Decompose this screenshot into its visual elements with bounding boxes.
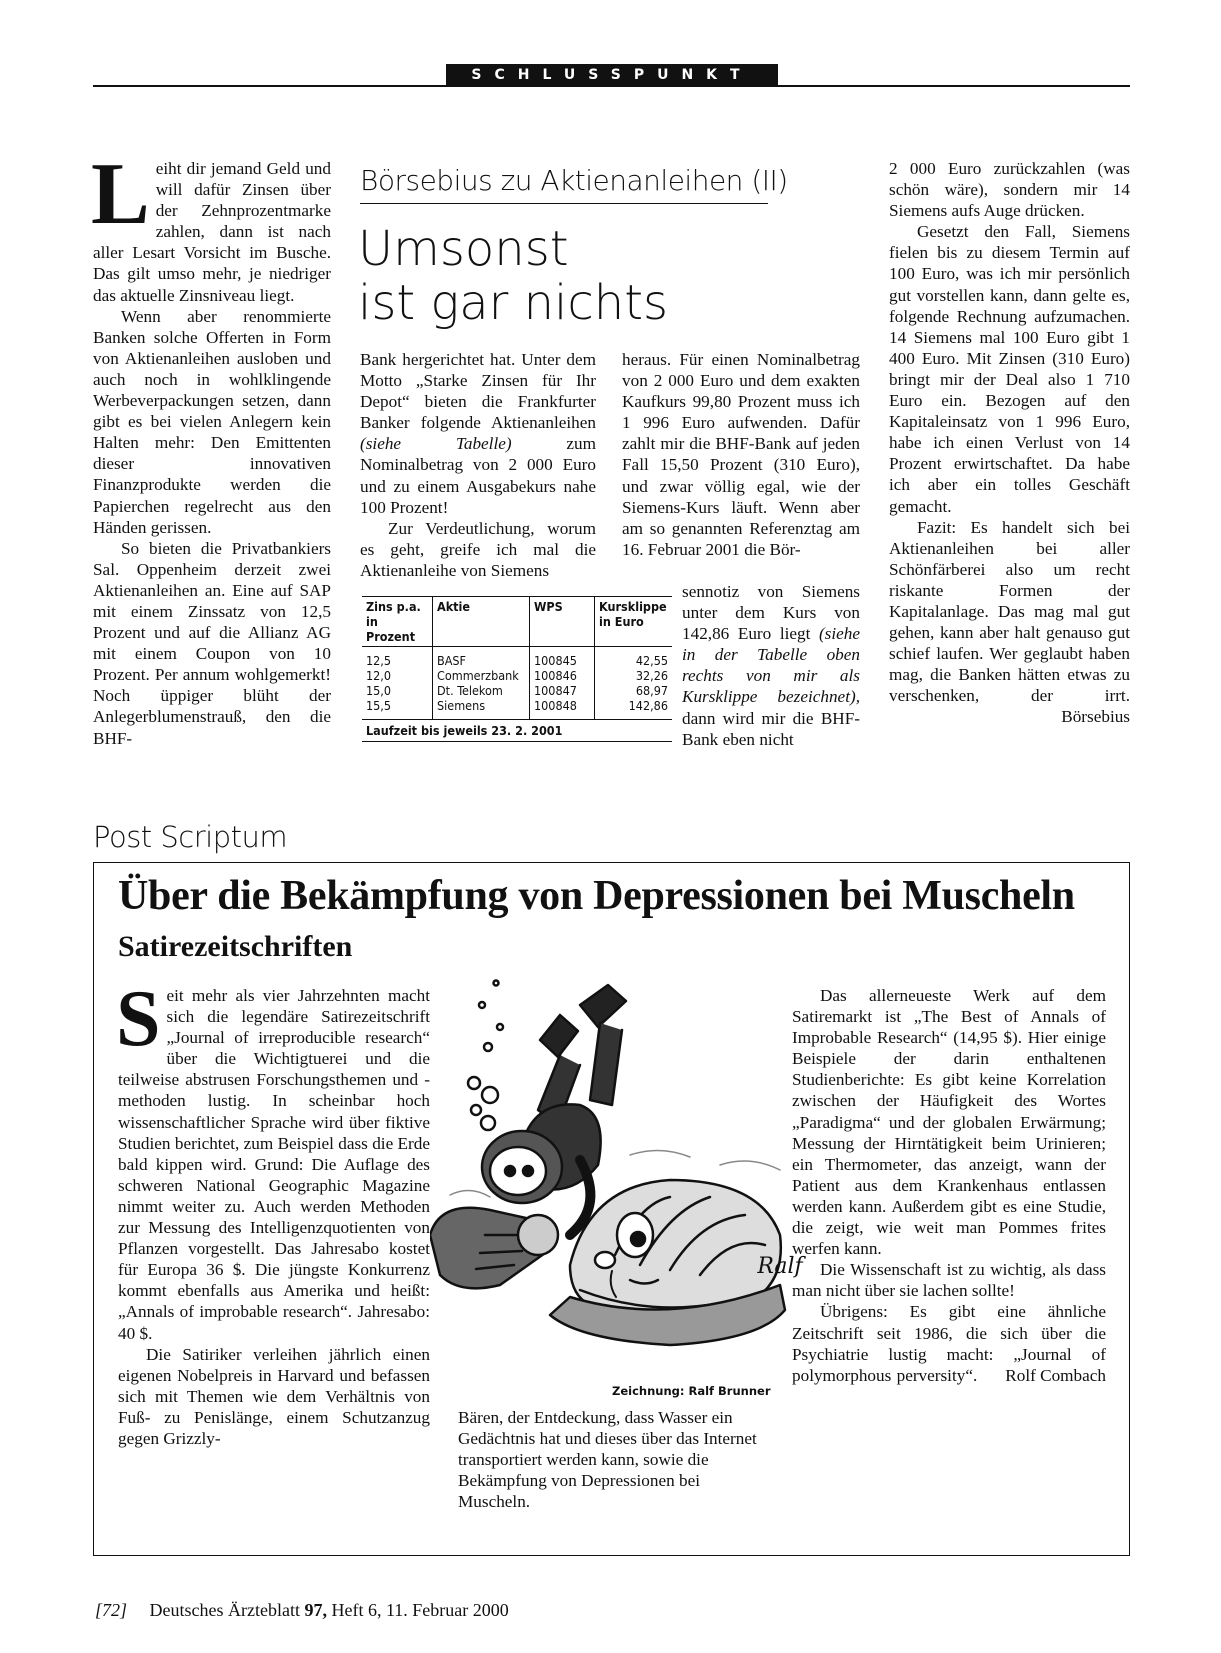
illustration-caption: Zeichnung: Ralf Brunner [612,1384,771,1398]
headline-line-1: Umsonst [358,221,569,277]
article-paragraph: Gesetzt den Fall, Siemens fielen bis zu diesem Termin auf 100 Euro, was ich mir persönlich gut vorstellen kann, dann gelte es, folgende Rechnung aufzumachen. 14 Siemens mal 100 Euro gibt 1 400 Euro. Mit Zinsen (310 Euro) bringt mir der Deal also 1 710 Euro ein. Bezogen auf den Kapitaleinsatz von 1 996 Euro, habe ich einen Verlust von 14 Prozent erwirtschaftet. Da habe ich aber ein tolles Geschäft gemacht. [889,222,1130,516]
postscript-column-left [116,975,430,1449]
article-paragraph-end: zum Nominalbetrag von 2 000 Euro und zu einem Ausgabekurs nahe 100 Prozent! [360,434,596,517]
article-paragraph: Zur Verdeutlichung, worum es geht, greife ich mal die Aktienanleihe von Siemens [360,518,596,580]
postscript-paragraph: Übrigens: Es gibt eine ähnliche Zeitschrift seit 1986, die sich über die Psychiatrie lustig macht: „Journal of polymorphous perversity“. [792,1302,1106,1385]
table-cell: 100847 [530,683,595,698]
article-paragraph-end: dann wird mir die BHF-Bank eben nicht [682,708,860,749]
postscript-headline: Über die Bekämpfung von Depressionen bei Muscheln [118,873,1075,919]
article-author: Börsebius [1061,707,1130,727]
article-paragraph: heraus. Für einen Nominalbetrag von 2 000 Euro und dem exakten Kaufkurs 99,80 Prozent muss ich 1 996 Euro aufwenden. Dafür zahlt mir die BHF-Bank auf jeden Fall 15,50 Prozent (310 Euro), und zwar völlig egal, wie der Siemens-Kurs läuft. Wenn aber am so genannten Referenztag am 16. Februar 2001 die Bör- [622,350,860,559]
table-reference: (siehe in der Tabelle oben rechts von mir als Kursklippe bezeichnet), [682,624,860,707]
article-paragraph: So bieten die Privatbankiers Sal. Oppenheim derzeit zwei Aktienanleihen an. Eine auf SAP mit einem Zinssatz von 12,5 Prozent und auf die Allianz AG mit einem Coupon von 10 Prozent. Per annum wohlgemerkt! Noch üppiger blüht der Anlegerblumenstrauß, den die BHF- [93,538,331,748]
headline-line-2: ist gar nichts [358,275,669,331]
article-column-1 [91,146,331,749]
drop-cap: S [116,975,161,1063]
issue-info: Heft 6, 11. Februar 2000 [331,1600,509,1620]
postscript-paragraph: Das allerneueste Werk auf dem Satiremarkt ist „The Best of Annals of Improbable Research“ (14,95 $). Hier einige Beispiele der darin enthaltenen Studienberichte: Es gibt keine Korrelation zwischen der Häufigkeit des Wortes „Paradigma“ und der globalen Erwärmung; Messung der Hirntätigkeit beim Urinieren; ein Thermometer, das anzeigt, wann der Patient aus dem Krankenhaus entlassen werden kann. Außerdem gibt es eine Studie, die zeigt, wie weit man Pommes frites werfen kann. [792,986,1106,1259]
table-cell: 15,5 [366,698,392,713]
table-cell: 32,26 [595,668,673,683]
table-cell: 100845 [530,647,595,669]
postscript-author: Rolf Combach [1005,1365,1106,1385]
table-cell: 100848 [530,698,595,720]
postscript-subhead: Satirezeitschriften [118,930,353,963]
kicker-rule [360,203,768,204]
table-cell: 15,0 [366,683,392,698]
postscript-paragraph: Bären, der Entdeckung, dass Wasser ein Gedächtnis hat und dieses über das Internet transportiert werden kann, sowie die Bekämpfung von Depressionen bei Muscheln. [458,1408,757,1512]
article-column-3-narrow [682,581,860,750]
journal-name: Deutsches Ärzteblatt [149,1600,300,1620]
table-cell: 42,55 [595,647,673,669]
article-paragraph: eiht dir jemand Geld und will dafür Zinsen über der Zehnprozentmarke zahlen, dann ist nach aller Lesart Vorsicht im Busche. Das gilt umso mehr, je niedriger das aktuelle Zinsniveau liegt. [93,159,331,305]
postscript-paragraph: eit mehr als vier Jahrzehnten macht sich die legendäre Satirezeitschrift „Journal of irreproducible research“ über die Wichtigtuerei und die teilweise abstrusen Forschungsthemen und -methoden lustig. In scheinbar hoch wissenschaftlicher Sprache wird über fiktive Studien berichtet, zum Beispiel dass die Erde bald kippen wird. Grund: Die Auflage des schweren National Geographic Magazine nimmt weiter zu. Auch werden Methoden zur Messung des Intelligenzquotienten von Pflanzen vorgestellt. Das Jahresabo kostet für Europa 36 $. Die jüngste Konkurrenz kommt ebenfalls aus Amerika und heißt: „Annals of improbable research“. Jahresabo: 40 $. [118,986,430,1343]
article-kicker: Börsebius zu Aktienanleihen (II) [360,164,788,197]
table-cell: 100846 [530,668,595,683]
table-cell: 12,0 [366,668,392,683]
table-cell: 68,97 [595,683,673,698]
page-footer [95,1600,509,1621]
artist-signature: Ralf [757,1254,803,1279]
diver-clam-cartoon [430,935,810,1375]
article-headline [358,222,668,330]
article-paragraph: Bank hergerichtet hat. Unter dem Motto „Starke Zinsen für Ihr Depot“ bieten die Frankfurter Banker folgende Aktienanleihen [360,350,596,433]
article-column-4 [889,158,1130,728]
stock-table [362,596,672,742]
table-cell: Commerzbank [433,668,530,683]
article-paragraph: 2 000 Euro zurückzahlen (was schön wäre), sondern mir 14 Siemens aufs Auge drücken. [889,159,1130,221]
table-cell: Dt. Telekom [433,683,530,698]
article-column-2 [360,349,596,581]
drop-cap: L [91,146,150,243]
postscript-paragraph: Die Wissenschaft ist zu wichtig, als dass man nicht über sie lachen sollte! [792,1260,1106,1301]
article-paragraph: Fazit: Es handelt sich bei Aktienanleihen bei aller Schönfärberei also um recht riskante Formen der Kapitalanlage. Das mag mal gut gehen, kann aber halt genauso gut schief laufen. Wer geglaubt haben mag, die Banken hätten etwas zu verschenken, der irrt. [889,517,1130,706]
section-label: SCHLUSSPUNKT [446,64,778,86]
table-footnote: Laufzeit bis jeweils 23. 2. 2001 [362,720,672,742]
table-cell: 12,5 [366,653,392,668]
article-column-3 [622,349,860,560]
table-row [362,683,672,698]
table-cell: 142,86 [595,698,673,720]
table-row [362,668,672,683]
postscript-section-title: Post Scriptum [93,820,288,854]
postscript-paragraph: Die Satiriker verleihen jährlich einen eigenen Nobelpreis in Harvard und befassen sich mit Themen wie dem Verhältnis von Fuß- zu Penislänge, einem Schutzanzug gegen Grizzly- [118,1344,430,1448]
table-row [362,698,672,720]
table-cell: Siemens [433,698,530,720]
table-header: WPS [530,597,595,647]
table-header: Kursklippe in Euro [595,597,673,647]
table-row [362,647,672,669]
volume-number: 97, [304,1600,327,1620]
postscript-column-middle [458,1407,768,1512]
table-reference: (siehe Tabelle) [360,434,512,454]
table-cell: BASF [433,647,530,669]
table-header: Zins p.a. in Prozent [362,597,433,647]
article-paragraph: Wenn aber renommierte Banken solche Offerten in Form von Aktienanleihen ausloben und auch noch in wohlklingende Werbeverpackungen setzen, dann gibt es bei vielen Anlegern kein Halten mehr: Den Emittenten dieser innovativen Finanzprodukte werden die Papierchen regelrecht aus den Händen gerissen. [93,306,331,537]
article-paragraph: sennotiz von Siemens unter dem Kurs von 142,86 Euro liegt [682,582,860,644]
page-number: [72] [95,1600,128,1620]
postscript-column-right [792,985,1106,1386]
table-header: Aktie [433,597,530,647]
